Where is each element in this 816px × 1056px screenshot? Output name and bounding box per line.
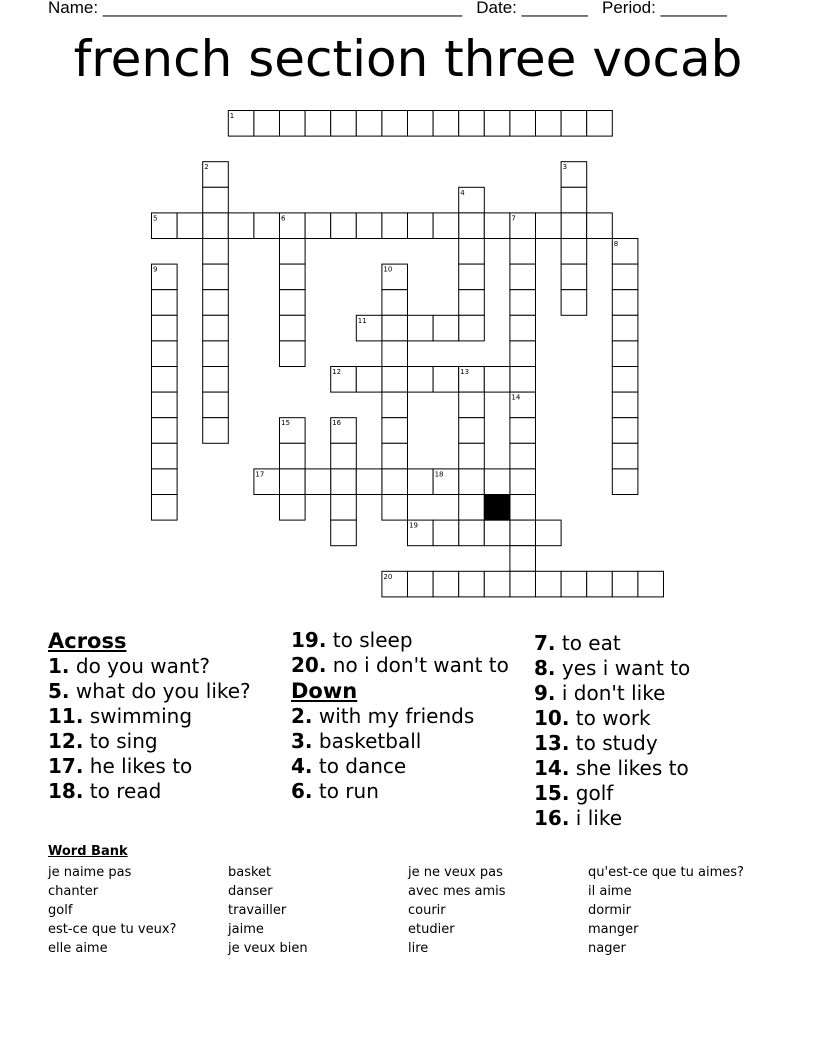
clue-number: 10.: [534, 706, 570, 730]
clue-number: 1.: [48, 654, 70, 678]
crossword-cell[interactable]: [203, 367, 229, 393]
clue-number-label: 15: [281, 419, 290, 428]
clue-item: [291, 729, 536, 754]
word-bank-item: dormir: [588, 903, 631, 918]
word-bank-item: danser: [228, 884, 273, 899]
word-bank-item: etudier: [408, 922, 455, 937]
crossword-cell[interactable]: [280, 264, 306, 290]
crossword-cell[interactable]: [510, 443, 536, 469]
crossword-cell[interactable]: [152, 367, 178, 393]
crossword-cell[interactable]: [203, 315, 229, 341]
clue-item: [534, 756, 779, 781]
crossword-cell[interactable]: [536, 111, 562, 137]
crossword-cell[interactable]: [203, 213, 229, 239]
clue-text: to eat: [555, 631, 621, 655]
crossword-cell[interactable]: [408, 367, 434, 393]
crossword-cell[interactable]: [561, 264, 587, 290]
clue-number: 15.: [534, 781, 570, 805]
across-heading: Across: [48, 629, 127, 653]
crossword-cell[interactable]: [203, 264, 229, 290]
crossword-cell[interactable]: [382, 392, 408, 418]
period-label: Period:: [602, 0, 656, 17]
crossword-cell[interactable]: [561, 239, 587, 265]
crossword-cell[interactable]: [484, 213, 510, 239]
crossword-cell[interactable]: [433, 367, 459, 393]
clue-number-label: 17: [255, 470, 265, 479]
crossword-cell[interactable]: [587, 571, 613, 597]
clue-text: basketball: [312, 729, 422, 753]
crossword-cell[interactable]: [612, 392, 638, 418]
crossword-cell[interactable]: [152, 392, 178, 418]
crossword-cell[interactable]: [484, 111, 510, 137]
crossword-cell[interactable]: [612, 469, 638, 495]
clue-text: with my friends: [312, 704, 475, 728]
crossword-cell[interactable]: [612, 290, 638, 316]
crossword-cell[interactable]: [280, 341, 306, 367]
crossword-cell[interactable]: [331, 520, 357, 546]
crossword-black-cell: [484, 495, 510, 521]
clue-item: [291, 653, 536, 678]
clue-text: i like: [569, 806, 622, 830]
clue-text: no i don't want to: [326, 653, 509, 677]
crossword-cell[interactable]: [587, 213, 613, 239]
crossword-cell[interactable]: [280, 290, 306, 316]
clue-number-label: 8: [613, 240, 619, 248]
date-label: Date:: [476, 0, 517, 17]
crossword-cell[interactable]: [459, 520, 485, 546]
clue-number: 14.: [534, 756, 570, 780]
crossword-cell[interactable]: [536, 213, 562, 239]
clue-number-label: 9: [153, 265, 158, 274]
crossword-cell[interactable]: [510, 290, 536, 316]
clue-text: to sleep: [326, 628, 413, 652]
crossword-cell[interactable]: [280, 239, 306, 265]
clue-text: to dance: [312, 754, 407, 778]
clues-column-2: [291, 628, 536, 804]
clue-item: [534, 781, 779, 806]
clue-text: to run: [312, 779, 379, 803]
crossword-cell[interactable]: [612, 341, 638, 367]
word-bank-item: lire: [408, 941, 429, 956]
crossword-cell[interactable]: [203, 418, 229, 444]
clue-text: yes i want to: [555, 656, 691, 680]
crossword-cell[interactable]: [484, 367, 510, 393]
crossword-cell[interactable]: [152, 495, 178, 521]
clue-item: [291, 754, 536, 779]
crossword-cell[interactable]: [280, 495, 306, 521]
crossword-cell[interactable]: [433, 571, 459, 597]
clue-text: i don't like: [555, 681, 666, 705]
word-bank-item: avec mes amis: [408, 884, 506, 899]
crossword-cell[interactable]: [382, 367, 408, 393]
crossword-cell[interactable]: [510, 571, 536, 597]
down-clue-list: [291, 704, 536, 804]
crossword-cell[interactable]: [382, 495, 408, 521]
crossword-cell[interactable]: [228, 213, 254, 239]
crossword-cell[interactable]: [382, 418, 408, 444]
word-bank-column: [588, 863, 768, 958]
clue-number: 7.: [534, 631, 556, 655]
page-title: french section three vocab: [73, 30, 743, 88]
crossword-cell[interactable]: [561, 111, 587, 137]
crossword-cell[interactable]: [433, 315, 459, 341]
crossword-cell[interactable]: [459, 213, 485, 239]
crossword-cell[interactable]: [152, 418, 178, 444]
crossword-cell[interactable]: [254, 213, 280, 239]
crossword-cell[interactable]: [382, 290, 408, 316]
clue-number: 12.: [48, 729, 84, 753]
crossword-cell[interactable]: [433, 111, 459, 137]
crossword-cell[interactable]: [382, 469, 408, 495]
crossword-cell[interactable]: [536, 520, 562, 546]
crossword-cell[interactable]: [280, 469, 306, 495]
clue-text: to work: [569, 706, 651, 730]
crossword-cell[interactable]: [536, 571, 562, 597]
clue-number-label: 14: [511, 393, 521, 402]
crossword-cell[interactable]: [356, 213, 382, 239]
crossword-cell[interactable]: [510, 264, 536, 290]
crossword-cell[interactable]: [254, 111, 280, 137]
clue-number-label: 12: [332, 368, 342, 376]
clue-number: 17.: [48, 754, 84, 778]
clue-text: golf: [569, 781, 614, 805]
clue-number: 4.: [291, 754, 313, 778]
clue-text: what do you like?: [69, 679, 251, 703]
crossword-cell[interactable]: [280, 443, 306, 469]
crossword-cell[interactable]: [612, 367, 638, 393]
clue-item: [534, 731, 779, 756]
clue-number-label: 6: [281, 214, 286, 223]
crossword-cell[interactable]: [331, 443, 357, 469]
crossword-cell[interactable]: [484, 571, 510, 597]
crossword-cell[interactable]: [459, 443, 485, 469]
crossword-cell[interactable]: [638, 571, 664, 597]
word-bank-item: qu'est-ce que tu aimes?: [588, 865, 744, 880]
crossword-cell[interactable]: [433, 213, 459, 239]
word-bank-item: courir: [408, 903, 446, 918]
crossword-cell[interactable]: [152, 341, 178, 367]
clue-number: 13.: [534, 731, 570, 755]
crossword-cell[interactable]: [459, 495, 485, 521]
clue-number-label: 5: [153, 214, 158, 223]
clue-item: [291, 628, 536, 653]
crossword-cell[interactable]: [459, 392, 485, 418]
word-bank-item: basket: [228, 865, 272, 880]
crossword-cell[interactable]: [510, 418, 536, 444]
crossword-cell[interactable]: [382, 341, 408, 367]
clue-item: [48, 779, 293, 804]
crossword-cell[interactable]: [510, 111, 536, 137]
clue-item: [534, 806, 779, 831]
crossword-cell[interactable]: [408, 571, 434, 597]
crossword-cell[interactable]: [152, 443, 178, 469]
clue-number: 6.: [291, 779, 313, 803]
crossword-cell[interactable]: [561, 213, 587, 239]
clue-text: to read: [83, 779, 162, 803]
word-bank-item: elle aime: [48, 941, 108, 956]
clues-column-1: [48, 628, 293, 804]
clues-column-3: [534, 631, 779, 831]
clue-number-label: 13: [460, 368, 470, 376]
clue-text: he likes to: [83, 754, 193, 778]
crossword-cell[interactable]: [203, 187, 229, 213]
crossword-cell[interactable]: [203, 239, 229, 265]
word-bank-item: je ne veux pas: [408, 865, 503, 880]
crossword-cell[interactable]: [331, 213, 357, 239]
clue-number-label: 11: [357, 316, 367, 325]
crossword-cell[interactable]: [177, 213, 203, 239]
clue-number-label: 19: [409, 521, 418, 530]
crossword-cell[interactable]: [280, 315, 306, 341]
crossword-cell[interactable]: [203, 290, 229, 316]
crossword-cell[interactable]: [459, 264, 485, 290]
word-bank-item: chanter: [48, 884, 99, 899]
crossword-cell[interactable]: [356, 469, 382, 495]
date-blank: _______: [521, 0, 588, 17]
crossword-cell[interactable]: [152, 469, 178, 495]
clue-item: [291, 704, 536, 729]
crossword-cell[interactable]: [510, 315, 536, 341]
word-bank-column: [48, 863, 228, 958]
crossword-cell[interactable]: [382, 443, 408, 469]
word-bank-item: je naime pas: [48, 865, 132, 880]
clue-item: [48, 654, 293, 679]
clue-number-label: 7: [511, 214, 516, 223]
clue-text: she likes to: [569, 756, 689, 780]
crossword-cell[interactable]: [561, 571, 587, 597]
clue-item: [48, 704, 293, 729]
crossword-cell[interactable]: [561, 290, 587, 316]
clue-number-label: 16: [332, 419, 342, 428]
clue-number: 8.: [534, 656, 556, 680]
crossword-cell[interactable]: [382, 315, 408, 341]
clue-number: 5.: [48, 679, 70, 703]
clue-number-label: 18: [434, 470, 444, 479]
clue-number: 2.: [291, 704, 313, 728]
word-bank-column: [228, 863, 408, 958]
word-bank-item: manger: [588, 922, 639, 937]
crossword-cell[interactable]: [203, 341, 229, 367]
word-bank-column: [408, 863, 588, 958]
period-blank: _______: [660, 0, 727, 17]
crossword-cell[interactable]: [152, 315, 178, 341]
clue-item: [48, 729, 293, 754]
crossword-cell[interactable]: [459, 290, 485, 316]
across-clue-list: [48, 654, 293, 804]
crossword-cell[interactable]: [459, 571, 485, 597]
clue-number: 18.: [48, 779, 84, 803]
crossword-cell[interactable]: [331, 495, 357, 521]
crossword-cell[interactable]: [356, 111, 382, 137]
across-clue-list-continued: [291, 628, 536, 678]
clue-number: 9.: [534, 681, 556, 705]
word-bank-item: jaime: [228, 922, 264, 937]
crossword-cell[interactable]: [305, 469, 331, 495]
clue-number-label: 4: [460, 188, 465, 197]
clue-number: 20.: [291, 653, 327, 677]
crossword-cell[interactable]: [561, 187, 587, 213]
name-label: Name:: [48, 0, 99, 17]
crossword-cell[interactable]: [459, 469, 485, 495]
crossword-cell[interactable]: [203, 392, 229, 418]
crossword-cell[interactable]: [510, 495, 536, 521]
clue-number-label: 20: [383, 572, 393, 581]
clue-number-label: 3: [562, 163, 568, 172]
crossword-cell[interactable]: [382, 111, 408, 137]
crossword-cell[interactable]: [510, 367, 536, 393]
crossword-cell[interactable]: [612, 571, 638, 597]
crossword-cell[interactable]: [408, 111, 434, 137]
word-bank-item: je veux bien: [228, 941, 308, 956]
clue-text: do you want?: [69, 654, 211, 678]
clue-number: 3.: [291, 729, 313, 753]
clue-number-label: 1: [229, 112, 235, 120]
crossword-cell[interactable]: [408, 469, 434, 495]
crossword-cell[interactable]: [459, 111, 485, 137]
word-bank-item: travailler: [228, 903, 287, 918]
crossword-cell[interactable]: [612, 315, 638, 341]
clue-item: [534, 681, 779, 706]
crossword-cell[interactable]: [408, 315, 434, 341]
clue-item: [48, 679, 293, 704]
crossword-cell[interactable]: [433, 520, 459, 546]
crossword-cell[interactable]: [587, 111, 613, 137]
clue-number: 11.: [48, 704, 84, 728]
crossword-cell[interactable]: [510, 341, 536, 367]
crossword-cell[interactable]: [331, 111, 357, 137]
crossword-cell[interactable]: [510, 546, 536, 572]
crossword-cell[interactable]: [382, 213, 408, 239]
clue-text: to sing: [83, 729, 158, 753]
word-bank-title: Word Bank: [48, 844, 128, 859]
clue-item: [48, 754, 293, 779]
crossword-cell[interactable]: [612, 443, 638, 469]
crossword-cell[interactable]: [459, 315, 485, 341]
crossword-cell[interactable]: [510, 239, 536, 265]
crossword-cell[interactable]: [459, 418, 485, 444]
clue-number: 19.: [291, 628, 327, 652]
crossword-cell[interactable]: [331, 469, 357, 495]
clue-item: [291, 779, 536, 804]
clue-text: swimming: [83, 704, 193, 728]
clue-item: [534, 706, 779, 731]
crossword-cell[interactable]: [459, 239, 485, 265]
word-bank-item: il aime: [588, 884, 632, 899]
clue-text: to study: [569, 731, 658, 755]
crossword-cell[interactable]: [356, 367, 382, 393]
crossword-cell[interactable]: [612, 418, 638, 444]
crossword-cell[interactable]: [484, 469, 510, 495]
crossword-cell[interactable]: [280, 111, 306, 137]
clue-number-label: 10: [383, 265, 393, 274]
down-heading: Down: [291, 679, 358, 703]
name-blank: ______________________________________: [102, 0, 463, 17]
clue-number: 16.: [534, 806, 570, 830]
word-bank-item: nager: [588, 941, 626, 956]
crossword-cell[interactable]: [484, 520, 510, 546]
down-clue-list-continued: [534, 631, 779, 831]
crossword-cell[interactable]: [510, 520, 536, 546]
crossword-cell[interactable]: [510, 469, 536, 495]
crossword-cell[interactable]: [408, 213, 434, 239]
clue-item: [534, 656, 779, 681]
word-bank-item: est-ce que tu veux?: [48, 922, 177, 937]
clue-number-label: 2: [204, 163, 209, 172]
crossword-cell[interactable]: [305, 111, 331, 137]
clue-item: [534, 631, 779, 656]
crossword-cell[interactable]: [305, 213, 331, 239]
word-bank-item: golf: [48, 903, 73, 918]
crossword-cell[interactable]: [612, 264, 638, 290]
crossword-cell[interactable]: [152, 290, 178, 316]
